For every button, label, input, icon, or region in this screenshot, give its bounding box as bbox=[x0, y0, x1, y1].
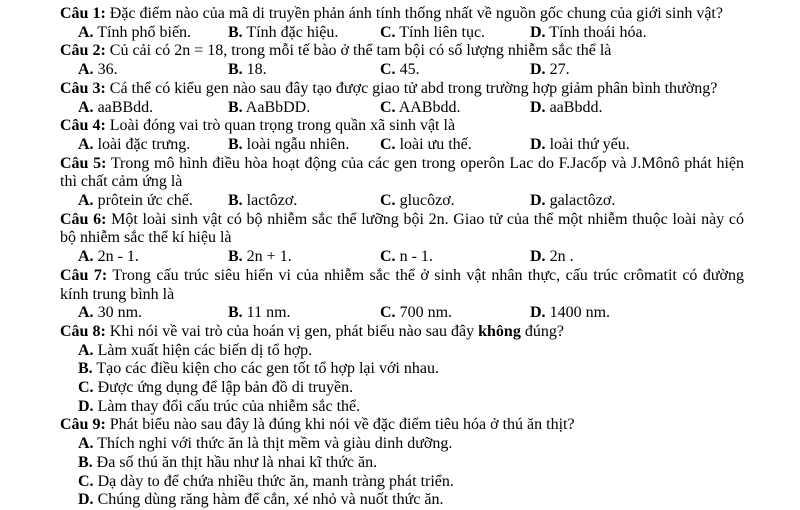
option-letter: C. bbox=[78, 379, 94, 397]
question-stem bbox=[60, 155, 744, 192]
option-letter: A. bbox=[78, 135, 94, 153]
option-text: loài ưu thế. bbox=[399, 135, 472, 153]
option-c bbox=[380, 304, 530, 323]
options-row bbox=[60, 24, 744, 43]
option-letter: B. bbox=[228, 248, 243, 266]
option-text: 11 nm. bbox=[246, 304, 291, 322]
option-letter: D. bbox=[530, 192, 546, 210]
option-letter: D. bbox=[530, 304, 546, 322]
option-c bbox=[380, 24, 530, 43]
option-a bbox=[78, 99, 228, 118]
option-c bbox=[380, 99, 530, 118]
option-text: lactôzơ. bbox=[246, 192, 298, 210]
option-a bbox=[78, 304, 228, 323]
option-d bbox=[530, 304, 744, 323]
option-letter: B. bbox=[228, 23, 243, 41]
question-7 bbox=[60, 267, 744, 323]
option-text: loài thứ yếu. bbox=[549, 135, 630, 153]
option-a bbox=[78, 248, 228, 267]
option-letter: C. bbox=[380, 248, 396, 266]
option-letter: D. bbox=[530, 23, 546, 41]
question-text: Củ cải có 2n = 18, trong mỗi tế bào ở thể tam bội có số lượng nhiễm sắc thể là bbox=[109, 42, 612, 60]
option-d bbox=[60, 398, 744, 417]
option-text: Thích nghi với thức ăn là thịt mềm và giàu dinh dưỡng. bbox=[97, 435, 453, 453]
options-row bbox=[60, 248, 744, 267]
option-text: 36. bbox=[97, 61, 118, 79]
question-text: Một loài sinh vật có bộ nhiễm sắc thể lưỡng bội 2n. Giao tử của thể một nhiễm thuộc loài này có bộ nhiễm sắc thể kí hiệu là bbox=[60, 210, 745, 247]
option-d bbox=[530, 99, 744, 118]
options-row bbox=[60, 136, 744, 155]
option-text: 1400 nm. bbox=[549, 304, 611, 322]
question-stem bbox=[60, 267, 744, 304]
option-d bbox=[530, 248, 744, 267]
option-c bbox=[380, 192, 530, 211]
question-text: Cá thể có kiểu gen nào sau đây tạo được giao tử abd trong trường hợp giảm phân bình thường? bbox=[109, 79, 718, 97]
option-letter: A. bbox=[78, 61, 94, 79]
option-text: 2n - 1. bbox=[97, 248, 139, 266]
question-label: Câu 2: bbox=[60, 42, 106, 60]
option-text: Tính đặc hiệu. bbox=[246, 23, 339, 41]
option-letter: C. bbox=[380, 135, 396, 153]
option-b bbox=[228, 248, 380, 267]
option-letter: C. bbox=[380, 23, 396, 41]
question-text: đúng? bbox=[524, 322, 564, 340]
option-letter: A. bbox=[78, 341, 94, 359]
option-letter: D. bbox=[78, 491, 94, 509]
option-a bbox=[60, 435, 744, 454]
question-stem bbox=[60, 323, 744, 342]
option-a bbox=[60, 342, 744, 361]
option-text: Tính liên tục. bbox=[399, 23, 486, 41]
option-d bbox=[530, 192, 744, 211]
question-label: Câu 1: bbox=[60, 5, 106, 22]
question-stem bbox=[60, 416, 744, 435]
question-text: Trong cấu trúc siêu hiển vi của nhiễm sắc thể ở sinh vật nhân thực, cấu trúc crômatit có đường kính trung bình là bbox=[60, 266, 744, 303]
question-text: Loài đóng vai trò quan trọng trong quần xã sinh vật là bbox=[109, 117, 456, 135]
option-letter: C. bbox=[380, 304, 396, 322]
option-text: Tạo các điều kiện cho các gen tốt tổ hợp lại với nhau. bbox=[96, 360, 439, 378]
option-d bbox=[530, 24, 744, 43]
options-row bbox=[60, 61, 744, 80]
question-stem bbox=[60, 42, 744, 61]
question-text: Đặc điểm nào của mã di truyền phản ánh tính thống nhất về nguồn gốc chung của giới sinh vật? bbox=[109, 5, 723, 22]
question-9 bbox=[60, 416, 744, 510]
option-b bbox=[228, 24, 380, 43]
option-text: 2n + 1. bbox=[246, 248, 292, 266]
option-letter: B. bbox=[228, 61, 243, 79]
option-letter: B. bbox=[228, 192, 243, 210]
option-text: Dạ dày to để chứa nhiều thức ăn, manh tràng phát triển. bbox=[97, 472, 454, 490]
option-letter: B. bbox=[78, 360, 93, 378]
question-6 bbox=[60, 211, 744, 267]
question-label: Câu 3: bbox=[60, 79, 106, 97]
option-letter: B. bbox=[228, 304, 243, 322]
option-letter: A. bbox=[78, 248, 94, 266]
option-text: Làm xuất hiện các biến dị tổ hợp. bbox=[97, 341, 313, 359]
option-letter: C. bbox=[380, 61, 396, 79]
option-text: AABbdd. bbox=[398, 98, 461, 116]
question-2 bbox=[60, 42, 744, 79]
option-b bbox=[228, 192, 380, 211]
question-text: Phát biểu nào sau đây là đúng khi nói về đặc điểm tiêu hóa ở thú ăn thịt? bbox=[109, 416, 575, 434]
option-letter: A. bbox=[78, 435, 94, 453]
option-d bbox=[530, 136, 744, 155]
option-b bbox=[228, 99, 380, 118]
option-text: aaBbdd. bbox=[549, 98, 603, 116]
option-text: loài đặc trưng. bbox=[97, 135, 191, 153]
option-letter: A. bbox=[78, 98, 94, 116]
option-text: AaBbDD. bbox=[245, 98, 311, 116]
option-letter: D. bbox=[530, 98, 546, 116]
option-text: aaBBdd. bbox=[97, 98, 154, 116]
option-c bbox=[60, 379, 744, 398]
option-text: n - 1. bbox=[399, 248, 433, 266]
option-letter: B. bbox=[228, 98, 243, 116]
options-row bbox=[60, 304, 744, 323]
option-text: 27. bbox=[549, 61, 570, 79]
option-text: 700 nm. bbox=[399, 304, 453, 322]
question-text: Trong mô hình điều hòa hoạt động của các gen trong operôn Lac do F.Jacốp và J.Mônô phát hiện thì chất cảm ứng là bbox=[60, 154, 745, 191]
option-text: Chúng dùng răng hàm để cắn, xé nhỏ và nuốt thức ăn. bbox=[97, 491, 444, 509]
option-letter: C. bbox=[380, 98, 396, 116]
option-text: 18. bbox=[246, 61, 267, 79]
question-4 bbox=[60, 117, 744, 154]
question-label: Câu 7: bbox=[60, 266, 108, 284]
option-b bbox=[228, 304, 380, 323]
option-b bbox=[60, 360, 744, 379]
option-letter: A. bbox=[78, 192, 94, 210]
question-text: Khi nói về vai trò của hoán vị gen, phát biểu nào sau đây bbox=[109, 322, 475, 340]
option-a bbox=[78, 136, 228, 155]
option-text: galactôzơ. bbox=[549, 192, 616, 210]
option-c bbox=[380, 136, 530, 155]
option-letter: D. bbox=[530, 248, 546, 266]
option-b bbox=[228, 61, 380, 80]
question-8 bbox=[60, 323, 744, 417]
option-text: Tính thoái hóa. bbox=[549, 23, 647, 41]
option-text: Làm thay đổi cấu trúc của nhiễm sắc thể. bbox=[97, 397, 361, 415]
question-3 bbox=[60, 80, 744, 117]
option-letter: C. bbox=[78, 472, 94, 490]
option-text: 30 nm. bbox=[97, 304, 143, 322]
option-letter: B. bbox=[78, 453, 93, 471]
option-text: Được ứng dụng để lập bản đồ di truyền. bbox=[97, 379, 354, 397]
option-text: 45. bbox=[399, 61, 420, 79]
option-text: 2n . bbox=[549, 248, 574, 266]
option-b bbox=[228, 136, 380, 155]
option-b bbox=[60, 454, 744, 473]
option-c bbox=[380, 61, 530, 80]
option-text: Đa số thú ăn thịt hầu như là nhai kĩ thức ăn. bbox=[96, 453, 378, 471]
option-letter: C. bbox=[380, 192, 396, 210]
option-d bbox=[530, 61, 744, 80]
option-letter: D. bbox=[530, 135, 546, 153]
question-label: Câu 8: bbox=[60, 322, 106, 340]
option-text: prôtein ức chế. bbox=[97, 192, 193, 210]
question-stem bbox=[60, 80, 744, 99]
question-stem bbox=[60, 5, 744, 24]
option-text: loài ngẫu nhiên. bbox=[246, 135, 350, 153]
question-1 bbox=[60, 5, 744, 42]
option-c bbox=[60, 473, 744, 492]
option-text: glucôzơ. bbox=[399, 192, 455, 210]
option-a bbox=[78, 192, 228, 211]
question-label: Câu 5: bbox=[60, 154, 107, 172]
question-label: Câu 9: bbox=[60, 416, 106, 434]
question-stem bbox=[60, 117, 744, 136]
option-letter: D. bbox=[78, 397, 94, 415]
option-a bbox=[78, 24, 228, 43]
option-d bbox=[60, 491, 744, 510]
question-label: Câu 6: bbox=[60, 210, 107, 228]
option-text: Tính phổ biến. bbox=[97, 23, 192, 41]
option-letter: B. bbox=[228, 135, 243, 153]
option-c bbox=[380, 248, 530, 267]
question-label: Câu 4: bbox=[60, 117, 106, 135]
question-stem bbox=[60, 211, 744, 248]
question-5 bbox=[60, 155, 744, 211]
question-text-emphasis: không bbox=[478, 322, 521, 340]
option-a bbox=[78, 61, 228, 80]
option-letter: A. bbox=[78, 23, 94, 41]
option-letter: D. bbox=[530, 61, 546, 79]
option-letter: A. bbox=[78, 304, 94, 322]
options-row bbox=[60, 192, 744, 211]
options-row bbox=[60, 99, 744, 118]
